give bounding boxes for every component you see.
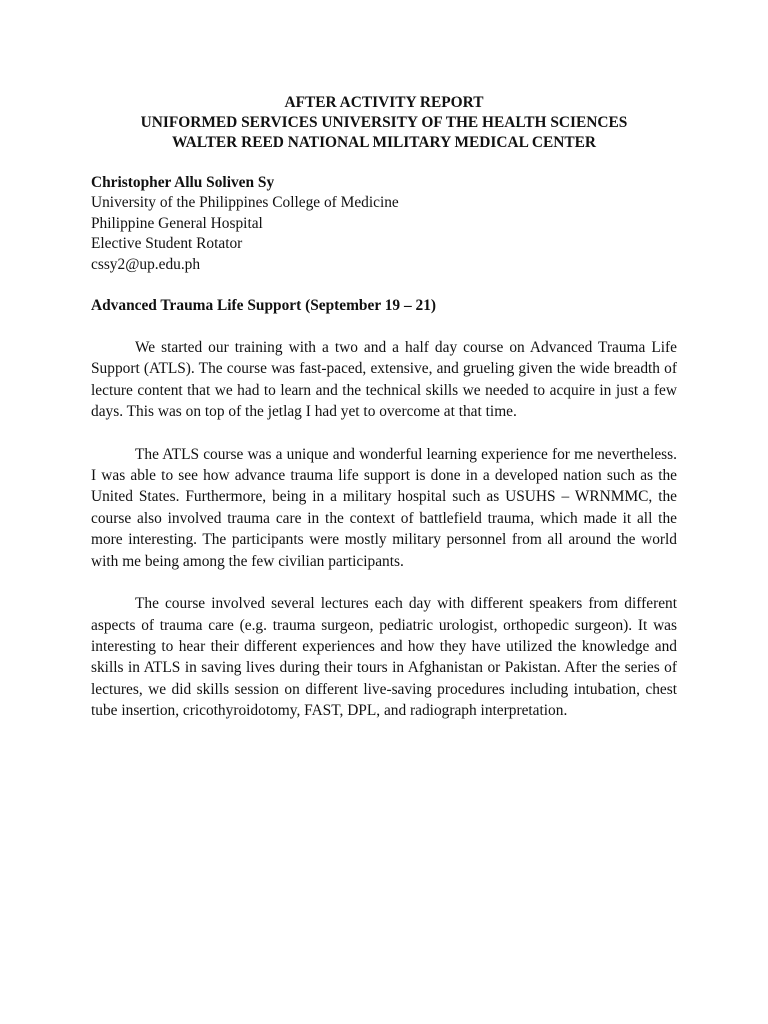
section-title: Advanced Trauma Life Support (September 19 – 21) — [91, 297, 437, 315]
institution-name: UNIFORMED SERVICES UNIVERSITY OF THE HEALTH SCIENCES — [140, 114, 628, 131]
author-name: Christopher Allu Soliven Sy — [91, 174, 275, 191]
body-paragraph-1: We started our training with a two and a half day course on Advanced Trauma Life Support (ATLS). The course was fast-paced, extensive, and grueling given the wide breadth of lecture content that we had to learn and the technical skills we needed to acquire in just a few days. This was on top of the jetlag I had yet to overcome at that time. — [91, 339, 677, 421]
document-page — [91, 93, 677, 722]
body-paragraph-3: The course involved several lectures each day with different speakers from different aspects of trauma care (e.g. trauma surgeon, pediatric urologist, orthopedic surgeon). It was interesting to hear their different experiences and how they have utilized the knowledge and skills in ATLS in saving lives during their tours in Afghanistan or Pakistan. After the series of lectures, we did skills session on different live-saving procedures including intubation, chest tube insertion, cricothyroidotomy, FAST, DPL, and radiograph interpretation. — [91, 595, 677, 720]
medical-center-name: WALTER REED NATIONAL MILITARY MEDICAL CENTER — [171, 134, 597, 151]
author-email: cssy2@up.edu.ph — [91, 255, 201, 273]
author-affiliation-college: University of the Philippines College of Medicine — [91, 194, 399, 212]
author-affiliation-hospital: Philippine General Hospital — [91, 214, 263, 232]
body-paragraph-2: The ATLS course was a unique and wonderful learning experience for me nevertheless. I was able to see how advance trauma life support is done in a developed nation such as the United States. Furthermore, being in a military hospital such as USUHS – WRNMMC, the course also involved trauma care in the context of battlefield trauma, which made it all the more interesting. The participants were mostly military personnel from all around the world with me being among the few civilian participants. — [91, 445, 677, 570]
report-title: AFTER ACTIVITY REPORT — [284, 94, 484, 111]
author-role: Elective Student Rotator — [91, 235, 243, 253]
author-block — [91, 173, 677, 275]
report-header — [91, 93, 677, 153]
